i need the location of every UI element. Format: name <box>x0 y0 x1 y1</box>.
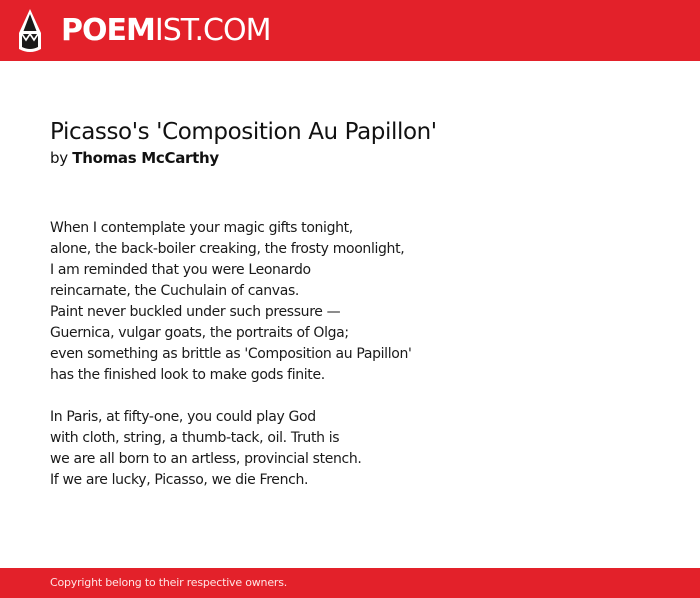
poem-line: we are all born to an artless, provincial stench. <box>50 451 362 467</box>
poem-line: Paint never buckled under such pressure — <box>50 304 341 320</box>
copyright-text: Copyright belong to their respective owners. <box>50 576 288 589</box>
poem-line: reincarnate, the Cuchulain of canvas. <box>50 283 300 299</box>
byline <box>50 148 650 168</box>
poem-line: When I contemplate your magic gifts tonight, <box>50 220 353 236</box>
poem-body <box>50 218 650 512</box>
poem-line: has the finished look to make gods finite. <box>50 367 325 383</box>
poem-line: Guernica, vulgar goats, the portraits of Olga; <box>50 325 349 341</box>
poem-line: I am reminded that you were Leonardo <box>50 262 311 278</box>
site-header <box>0 0 700 61</box>
poem-line: even something as brittle as 'Composition au Papillon' <box>50 346 412 362</box>
poem-line: alone, the back-boiler creaking, the frosty moonlight, <box>50 241 405 257</box>
byline-label: by <box>50 149 68 167</box>
poem-line: In Paris, at fifty-one, you could play God <box>50 409 316 425</box>
author-link[interactable]: Thomas McCarthy <box>72 149 219 167</box>
pencil-icon <box>17 9 43 53</box>
poem-header <box>50 117 650 168</box>
stanza <box>50 218 650 386</box>
poem-line: with cloth, string, a thumb-tack, oil. Truth is <box>50 430 340 446</box>
site-footer <box>0 568 700 598</box>
site-logo-text <box>61 13 270 49</box>
poem-line: If we are lucky, Picasso, we die French. <box>50 472 309 488</box>
logo-light-text: IST.COM <box>154 13 271 48</box>
stanza <box>50 407 650 491</box>
poem-title: Picasso's 'Composition Au Papillon' <box>50 119 437 145</box>
logo-bold-text: POEM <box>61 13 155 48</box>
